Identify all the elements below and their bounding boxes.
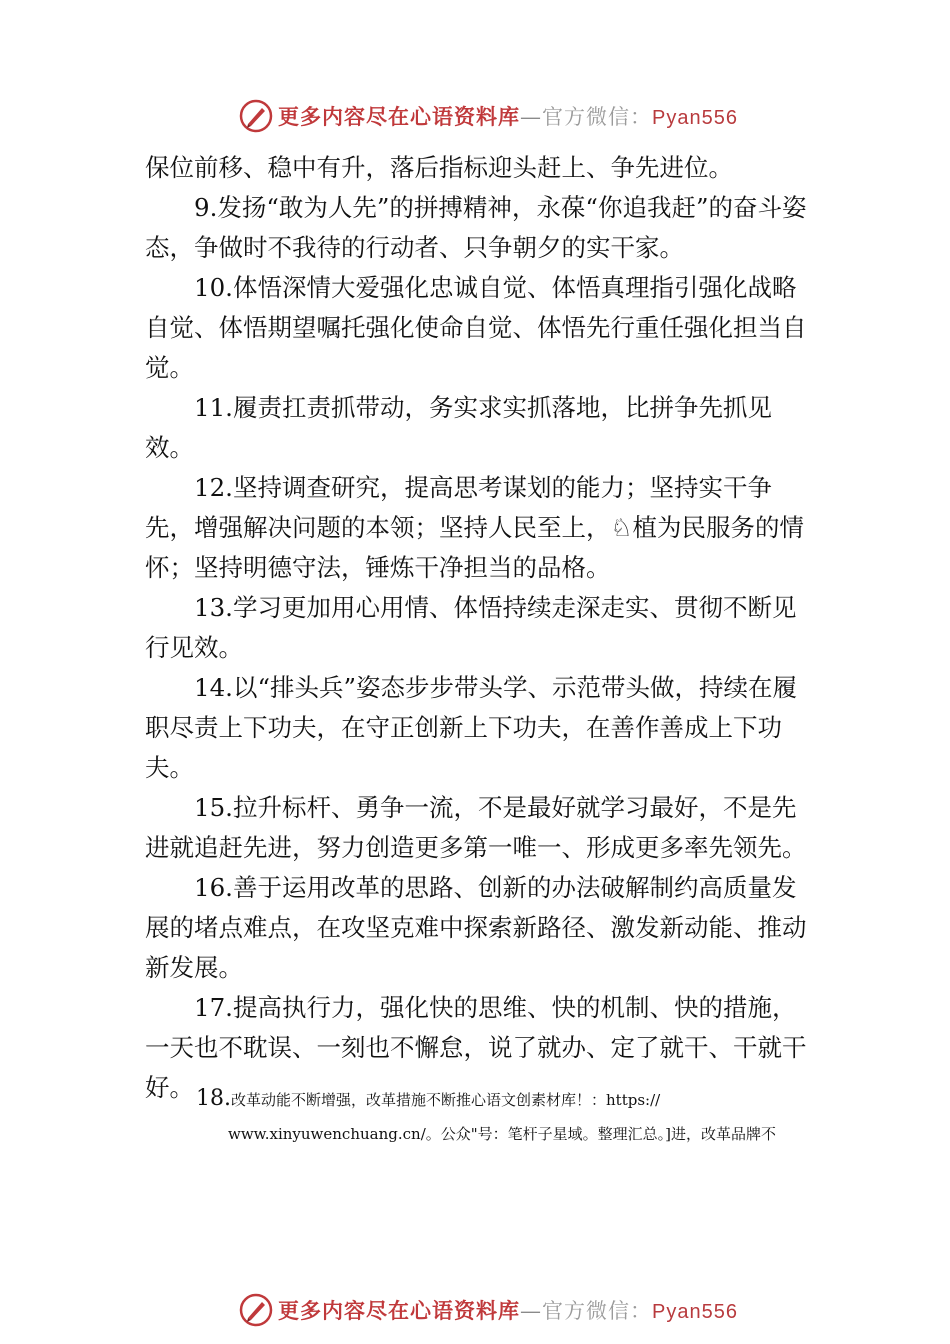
footer-brand: 更多内容尽在心语资料库 <box>278 1298 520 1323</box>
pen-logo-icon <box>238 98 274 134</box>
paragraph-continuation: 保位前移、稳中有升，落后指标迎头赶上、争先进位。 <box>145 153 733 182</box>
footer-text <box>278 1295 738 1325</box>
paragraph-17: 17.提高执行力，强化快的思维、快的机制、快的措施，一天也不耽误、一刻也不懈怠，说了就办、定了就干、干就干好。 <box>145 993 807 1102</box>
paragraph-12: 12.坚持调查研究，提高思考谋划的能力；坚持实干争先，增强解决问题的本领；坚持人民至上，♘植为民服务的情怀；坚持明德守法，锤炼干净担当的品格。 <box>145 473 804 582</box>
header-wechat-id: Pyan556 <box>652 107 738 129</box>
header-banner <box>238 96 738 136</box>
header-wechat-label: 官方微信： <box>542 105 652 129</box>
footer-wechat-id: Pyan556 <box>652 1301 738 1323</box>
document-body <box>145 148 810 1108</box>
paragraph-18 <box>196 1082 856 1151</box>
paragraph-11: 11.履责扛责抓带动，务实求实抓落地，比拼争先抓见效。 <box>145 393 772 462</box>
paragraph-13: 13.学习更加用心用情、体悟持续走深走实、贯彻不断见行见效。 <box>145 593 797 662</box>
header-brand: 更多内容尽在心语资料库 <box>278 104 520 129</box>
paragraph-10: 10.体悟深情大爱强化忠诚自觉、体悟真理指引强化战略自觉、体悟期望嘱托强化使命自觉、体悟先行重任强化担当自觉。 <box>145 273 807 382</box>
paragraph-18-line2: www.xinyuwenchuang.cn/。公众"号：笔杆子星域。整理汇总。]进，改革品牌不 <box>228 1125 777 1143</box>
footer-wechat-label: 官方微信： <box>542 1299 652 1323</box>
paragraph-14: 14.以“排头兵”姿态步步带头学、示范带头做，持续在履职尽责上下功夫，在守正创新上下功夫，在善作善成上下功夫。 <box>145 673 798 782</box>
pen-logo-icon <box>238 1292 274 1328</box>
paragraph-9: 9.发扬“敢为人先”的拼搏精神，永葆“你追我赶”的奋斗姿态，争做时不我待的行动者、只争朝夕的实干家。 <box>145 193 807 262</box>
paragraph-18-text1: 改革动能不断增强，改革措施不断推心语文创素材库！：https:// <box>231 1091 661 1109</box>
footer-banner <box>238 1290 738 1330</box>
paragraph-18-number: 18. <box>196 1086 231 1111</box>
footer-dash: — <box>520 1299 542 1323</box>
header-dash: — <box>520 105 542 129</box>
paragraph-18-line1 <box>196 1082 856 1117</box>
paragraph-16: 16.善于运用改革的思路、创新的办法破解制约高质量发展的堵点难点，在攻坚克难中探索新路径、激发新动能、推动新发展。 <box>145 873 807 982</box>
paragraph-15: 15.拉升标杆、勇争一流，不是最好就学习最好，不是先进就追赶先进，努力创造更多第一唯一、形成更多率先领先。 <box>145 793 807 862</box>
header-text <box>278 101 738 131</box>
